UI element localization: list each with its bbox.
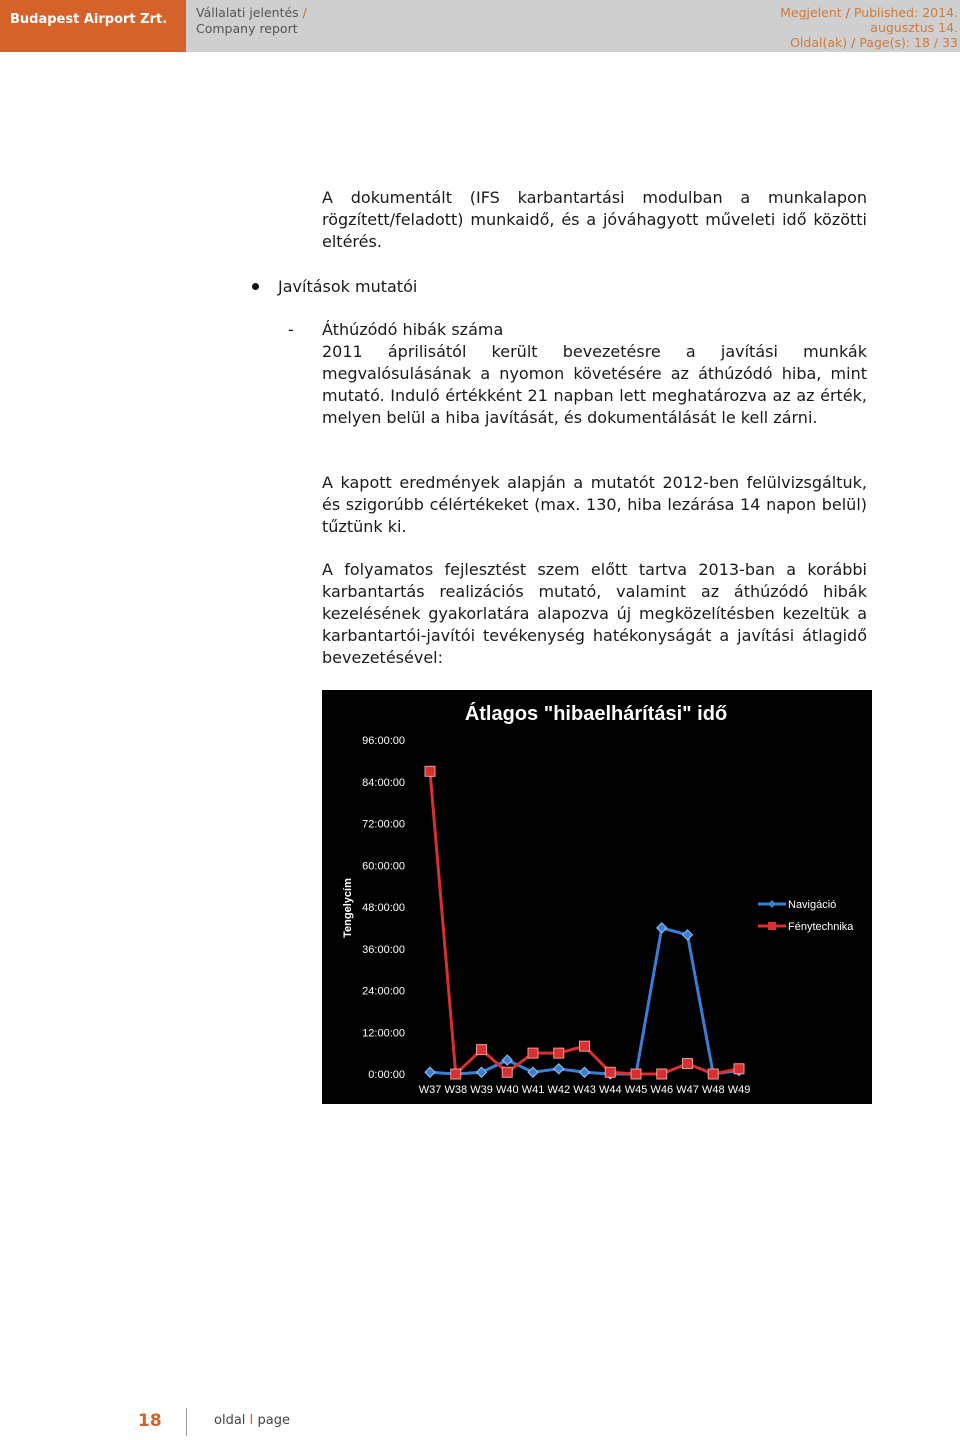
data-point bbox=[683, 930, 693, 940]
published-separator: / bbox=[845, 5, 850, 20]
series-line-1 bbox=[430, 771, 739, 1074]
subsection-title: Áthúzódó hibák száma bbox=[322, 320, 504, 339]
y-tick-label: 0:00:00 bbox=[368, 1069, 405, 1081]
data-point bbox=[451, 1069, 461, 1079]
data-point bbox=[657, 1069, 667, 1079]
x-tick-label: W42 bbox=[547, 1084, 571, 1096]
y-tick-label: 84:00:00 bbox=[362, 776, 405, 789]
doc-type-hu: Vállalati jelentés bbox=[196, 5, 299, 20]
y-tick-label: 24:00:00 bbox=[362, 985, 405, 998]
data-point bbox=[502, 1055, 512, 1065]
data-point bbox=[477, 1045, 487, 1055]
pages-en: Page(s): 18 / 33 bbox=[859, 35, 958, 50]
y-tick-label: 48:00:00 bbox=[362, 902, 405, 914]
x-tick-label: W41 bbox=[521, 1084, 545, 1096]
y-tick-label: 60:00:00 bbox=[362, 860, 405, 873]
y-tick-label: 96:00:00 bbox=[362, 735, 405, 747]
x-tick-label: W43 bbox=[573, 1084, 596, 1096]
data-point bbox=[580, 1067, 590, 1077]
published-date: augusztus 14. bbox=[870, 20, 958, 35]
y-tick-label: 36:00:00 bbox=[362, 943, 405, 956]
doc-type-en: Company report bbox=[196, 21, 298, 36]
paragraph-carryover-intro: 2011 áprilisától került bevezetésre a javítási munkák megvalósulásának a nyomon követésére az áthúzódó hiba, mint mutató. Induló értékként 21 napban lett meghatározva az az érték, melyen belül a hiba javítását, és dokumentálását le kell zárni. bbox=[322, 342, 867, 427]
x-tick-label: W46 bbox=[650, 1084, 674, 1096]
y-tick-label: 12:00:00 bbox=[362, 1027, 405, 1040]
legend-label: Navigáció bbox=[788, 899, 837, 911]
paragraph-review: A kapott eredmények alapján a mutatót 2012-ben felülvizsgáltuk, és szigorúbb célértékeket (max. 130, hiba lezárása 14 napon belül) tűztünk ki. bbox=[322, 473, 867, 536]
x-tick-label: W38 bbox=[444, 1084, 468, 1096]
company-name: Budapest Airport Zrt. bbox=[0, 0, 186, 52]
chart-title: Átlagos "hibaelhárítási" idő bbox=[464, 703, 728, 725]
header-separator: / bbox=[302, 5, 307, 20]
data-point bbox=[605, 1067, 615, 1077]
x-tick-label: W37 bbox=[418, 1084, 442, 1096]
x-tick-label: W44 bbox=[598, 1084, 622, 1096]
x-tick-label: W45 bbox=[624, 1084, 648, 1096]
repair-time-chart bbox=[322, 690, 872, 1104]
publication-info bbox=[780, 5, 958, 50]
footer-divider bbox=[186, 1408, 187, 1436]
bullet-item bbox=[252, 276, 417, 298]
data-point bbox=[657, 923, 667, 933]
legend-marker bbox=[768, 922, 776, 930]
data-point bbox=[683, 1059, 693, 1069]
x-tick-label: W49 bbox=[727, 1084, 751, 1096]
x-tick-label: W40 bbox=[495, 1084, 519, 1096]
chart-svg bbox=[322, 690, 872, 1104]
paragraph-deviation: A dokumentált (IFS karbantartási modulban a munkalapon rögzített/feladott) munkaidő, és a jóváhagyott műveleti idő közötti eltérés. bbox=[322, 188, 867, 251]
data-point bbox=[477, 1067, 487, 1077]
page-number: 18 bbox=[138, 1411, 162, 1431]
y-tick-label: 72:00:00 bbox=[362, 818, 405, 831]
data-point bbox=[528, 1048, 538, 1058]
y-axis-label: Tengelycím bbox=[342, 878, 354, 938]
data-point bbox=[734, 1064, 744, 1074]
footer-label-hu: oldal bbox=[214, 1413, 246, 1428]
pages-hu: Oldal(ak) bbox=[790, 35, 848, 50]
page-header bbox=[0, 0, 960, 52]
x-tick-label: W48 bbox=[701, 1084, 725, 1096]
pages-separator: / bbox=[851, 35, 856, 50]
published-hu: Megjelent bbox=[780, 5, 842, 20]
bullet-text: Javítások mutatói bbox=[278, 277, 418, 296]
data-point bbox=[425, 766, 435, 776]
bullet-icon bbox=[252, 283, 259, 290]
data-point bbox=[631, 1069, 641, 1079]
legend-marker bbox=[768, 900, 776, 908]
x-tick-label: W47 bbox=[676, 1084, 699, 1096]
data-point bbox=[528, 1067, 538, 1077]
x-tick-label: W39 bbox=[470, 1084, 493, 1096]
paragraph-development: A folyamatos fejlesztést szem előtt tartva 2013-ban a korábbi karbantartás realizációs mutató, valamint az áthúzódó hibák kezelésének gyakorlatára alapozva új megközelítésben kezeltük a karbantartói-javítói tevékenység hatékonyságát a javítási átlagidő bevezetésével: bbox=[322, 560, 867, 667]
footer-label-en: page bbox=[257, 1413, 290, 1428]
data-point bbox=[554, 1048, 564, 1058]
data-point bbox=[708, 1069, 718, 1079]
data-point bbox=[502, 1067, 512, 1077]
published-en: Published: 2014. bbox=[853, 5, 958, 20]
footer-separator: I bbox=[249, 1413, 254, 1428]
legend-label: Fénytechnika bbox=[788, 921, 854, 933]
data-point bbox=[425, 1067, 435, 1077]
data-point bbox=[554, 1064, 564, 1074]
document-type bbox=[196, 5, 307, 37]
data-point bbox=[580, 1041, 590, 1051]
dash-marker: - bbox=[288, 320, 294, 339]
footer-page-label bbox=[214, 1413, 290, 1428]
